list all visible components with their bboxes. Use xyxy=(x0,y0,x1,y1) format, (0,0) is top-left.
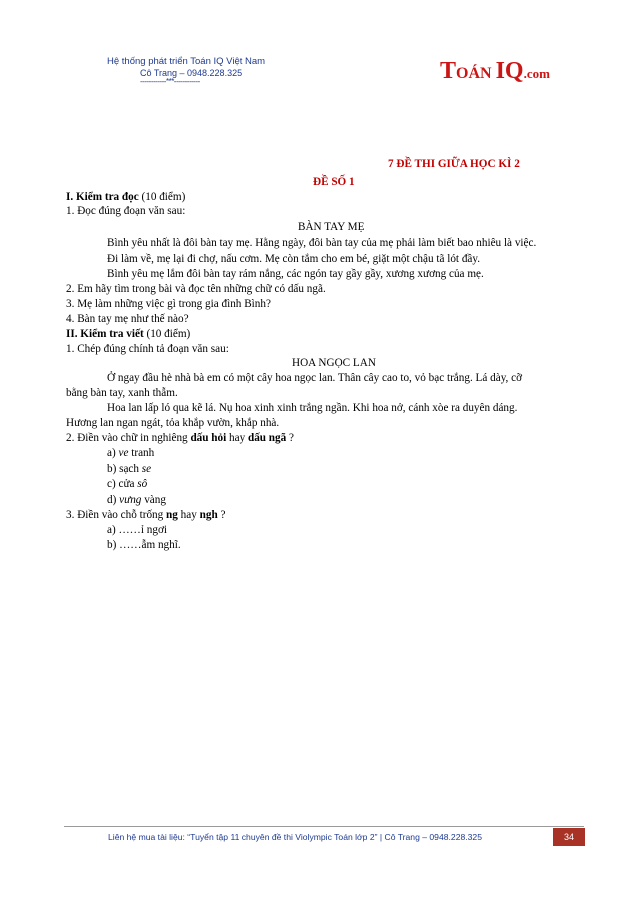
section-2-heading-bold: II. Kiểm tra viết xyxy=(66,328,144,340)
s2-q3-bold-2: ngh xyxy=(199,509,218,521)
s2-q2-a xyxy=(107,446,154,460)
header-separator: ------------***------------ xyxy=(140,77,200,86)
s2-q2-b xyxy=(107,462,151,476)
s2-q3-bold-1: ng xyxy=(166,509,178,521)
header-contact: Cô Trang – 0948.228.325 xyxy=(140,68,243,78)
passage-2-line-4: Hương lan ngan ngát, tỏa khắp vườn, khắp nhà. xyxy=(66,417,280,429)
s2-q2-pre: 2. Điền vào chữ in nghiêng xyxy=(66,432,191,444)
s2-q2-bold-2: dấu ngã xyxy=(247,432,287,444)
s2-q2-a-italic: ve xyxy=(118,447,129,459)
s2-q2 xyxy=(66,431,294,445)
main-title: 7 ĐỀ THI GIỮA HỌC KÌ 2 xyxy=(388,158,520,170)
section-1-heading xyxy=(66,190,185,204)
passage-1-line-1: Bình yêu nhất là đôi bàn tay mẹ. Hằng ngày, đôi bàn tay của mẹ phải làm biết bao nhiêu là việc. xyxy=(107,237,537,249)
s2-q2-c xyxy=(107,477,147,491)
logo-part3: IQ xyxy=(495,58,524,84)
section-1-heading-bold: I. Kiểm tra đọc xyxy=(66,191,139,203)
passage-2-line-2: bằng bàn tay, xanh thẫm. xyxy=(66,387,178,399)
logo-part4: .com xyxy=(523,66,550,81)
sub-title: ĐỀ SỐ 1 xyxy=(313,176,355,188)
footer-divider xyxy=(64,826,584,827)
header-org: Hệ thống phát triển Toán IQ Việt Nam xyxy=(107,56,266,67)
s1-q1: 1. Đọc đúng đoạn văn sau: xyxy=(66,205,186,217)
s2-q2-a-post: tranh xyxy=(128,447,155,459)
logo-part2: OÁN xyxy=(456,65,496,82)
s2-q2-d-post: vàng xyxy=(141,494,166,506)
section-2-heading-rest: (10 điểm) xyxy=(143,328,191,340)
passage-1-line-2: Đi làm về, mẹ lại đi chợ, nấu cơm. Mẹ còn tắm cho em bé, giặt một chậu tã lót đầy. xyxy=(107,253,481,265)
passage-2-line-1: Ở ngay đầu hè nhà bà em có một cây hoa ngọc lan. Thân cây cao to, vỏ bạc trắng. Lá dày, cỡ xyxy=(107,372,523,384)
footer-text: Liên hệ mua tài liệu: “Tuyển tập 11 chuyên đề thi Violympic Toán lớp 2” | Cô Trang – 0948.228.325 xyxy=(108,832,482,842)
s2-q3-post: ? xyxy=(217,509,226,521)
s2-q2-b-italic: se xyxy=(141,463,152,475)
s2-q2-c-pre: c) cửa xyxy=(107,478,138,490)
logo xyxy=(440,58,550,85)
s2-q2-d-italic: vưng xyxy=(119,494,142,506)
section-1-heading-rest: (10 điểm) xyxy=(138,191,186,203)
s1-q4: 4. Bàn tay mẹ như thế nào? xyxy=(66,313,189,325)
passage-2-line-3: Hoa lan lấp ló qua kẽ lá. Nụ hoa xinh xinh trắng ngần. Khi hoa nở, cánh xòe ra duyên dáng. xyxy=(107,402,518,414)
passage-1-title: BÀN TAY MẸ xyxy=(298,221,365,233)
s2-q2-mid: hay xyxy=(226,432,248,444)
s2-q2-b-pre: b) sạch xyxy=(107,463,142,475)
s2-q2-c-italic: sô xyxy=(137,478,148,490)
s1-q3: 3. Mẹ làm những việc gì trong gia đình Bình? xyxy=(66,298,271,310)
passage-2-title: HOA NGỌC LAN xyxy=(292,357,376,369)
s2-q2-d-pre: d) xyxy=(107,494,120,506)
s2-q2-d xyxy=(107,493,166,507)
s2-q2-post: ? xyxy=(286,432,294,444)
section-2-heading xyxy=(66,327,190,341)
s2-q2-bold-1: dấu hỏi xyxy=(190,432,227,444)
passage-1-line-3: Bình yêu mẹ lắm đôi bàn tay rám nắng, các ngón tay gầy gầy, xương xương của mẹ. xyxy=(107,268,484,280)
s1-q2: 2. Em hãy tìm trong bài và đọc tên những chữ có dấu ngã. xyxy=(66,283,326,295)
s2-q3-b: b) ……ẫm nghĩ. xyxy=(107,539,181,551)
s2-q2-a-pre: a) xyxy=(107,447,119,459)
page-number: 34 xyxy=(553,828,585,846)
s2-q1: 1. Chép đúng chính tả đoạn văn sau: xyxy=(66,343,229,355)
logo-part1: T xyxy=(440,58,457,84)
s2-q3-pre: 3. Điền vào chỗ trống xyxy=(66,509,167,521)
s2-q3-a: a) ……ỉ ngơi xyxy=(107,524,167,536)
s2-q3 xyxy=(66,508,225,522)
s2-q3-mid: hay xyxy=(177,509,200,521)
